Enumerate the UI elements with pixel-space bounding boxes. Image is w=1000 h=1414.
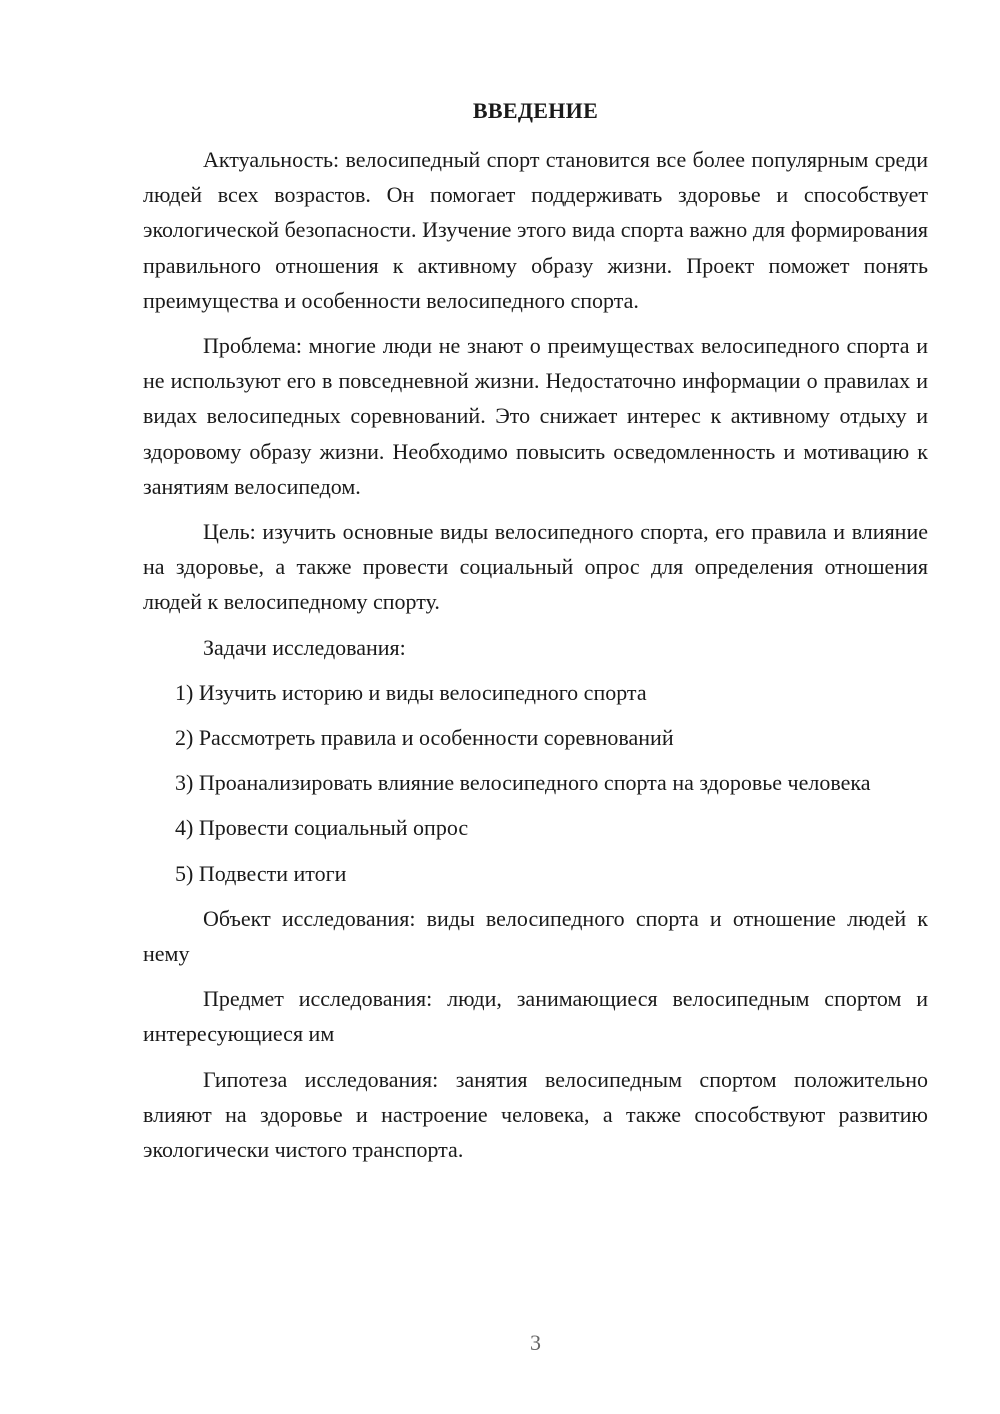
problem-paragraph: Проблема: многие люди не знают о преимуществах велосипедного спорта и не используют его в повседневной жизни. Недостаточно информации о правилах и видах велосипедных соревнований. Это снижает интерес к активному отдыху и здоровому образу жизни. Необходимо повысить осведомленность и мотивацию к занятиям велосипедом. [143, 333, 928, 499]
relevance-paragraph: Актуальность: велосипедный спорт становится все более популярным среди людей всех возрастов. Он помогает поддерживать здоровье и способствует экологической безопасности. Изучение этого вида спорта важно для формирования правильного отношения к активному образу жизни. Проект поможет понять преимущества и особенности велосипедного спорта. [143, 147, 928, 313]
task-item: 5) Подвести итоги [175, 860, 347, 886]
document-body [143, 142, 928, 1177]
section-title: ВВЕДЕНИЕ [472, 98, 599, 123]
subject-paragraph: Предмет исследования: люди, занимающиеся велосипедным спортом и интересующиеся им [143, 986, 928, 1047]
task-item: 3) Проанализировать влияние велосипедного спорта на здоровье человека [175, 770, 871, 796]
goal-paragraph: Цель: изучить основные виды велосипедного спорта, его правила и влияние на здоровье, а также провести социальный опрос для определения отношения людей к велосипедному спорту. [143, 519, 928, 615]
object-paragraph: Объект исследования: виды велосипедного спорта и отношение людей к нему [143, 905, 928, 967]
page-number: 3 [530, 1330, 541, 1355]
task-item: 4) Провести социальный опрос [175, 815, 469, 841]
task-item: 1) Изучить историю и виды велосипедного спорта [175, 679, 647, 705]
task-item: 2) Рассмотреть правила и особенности соревнований [175, 725, 674, 751]
document-page [143, 0, 928, 1414]
tasks-heading: Задачи исследования: [203, 634, 406, 660]
hypothesis-paragraph: Гипотеза исследования: занятия велосипедным спортом положительно влияют на здоровье и настроение человека, а также способствуют развитию экологически чистого транспорта. [143, 1066, 928, 1163]
